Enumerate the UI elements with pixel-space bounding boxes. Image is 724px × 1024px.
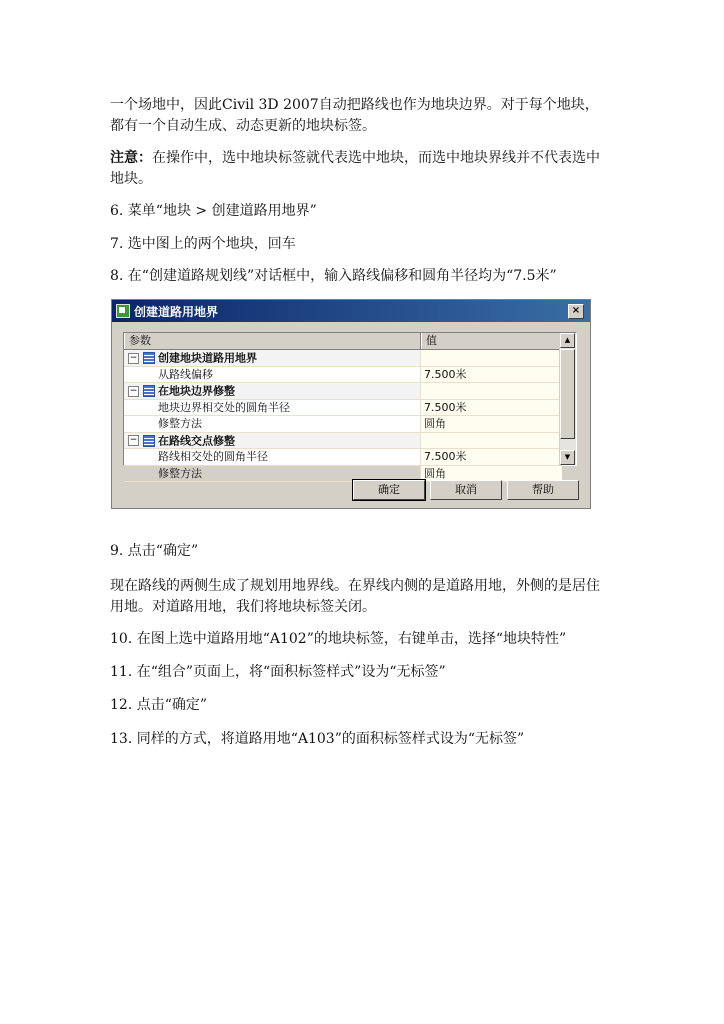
grid-body	[124, 350, 562, 482]
category-label: 在地块边界修整	[158, 384, 235, 398]
step-11: 11. 在“组合”页面上，将“面积标签样式”设为“无标签”	[110, 664, 446, 680]
category-label: 在路线交点修整	[158, 434, 235, 447]
close-button[interactable]: ×	[568, 304, 584, 319]
column-header-parameter[interactable]: 参数	[124, 333, 421, 349]
column-header-value[interactable]: 值	[421, 333, 562, 349]
property-label: 从路线偏移	[124, 367, 421, 383]
scroll-up-icon[interactable]: ▲	[560, 333, 575, 348]
vertical-scrollbar[interactable]	[559, 333, 576, 465]
dialog-titlebar[interactable]	[112, 300, 590, 322]
step-9: 9. 点击“确定”	[110, 543, 199, 559]
category-icon	[143, 435, 155, 447]
property-row[interactable]	[124, 449, 562, 466]
property-label: 地块边界相交处的圆角半径	[124, 400, 421, 416]
category-label: 创建地块道路用地界	[158, 351, 257, 365]
ok-button[interactable]: 确定	[353, 480, 425, 500]
property-row[interactable]	[124, 367, 562, 384]
note-label: 注意：	[110, 150, 152, 166]
property-label: 修整方法	[124, 466, 421, 482]
collapse-icon[interactable]: −	[129, 352, 138, 363]
property-value[interactable]: 圆角	[421, 416, 562, 432]
step-10: 10. 在图上选中道路用地“A102”的地块标签，右键单击，选择“地块特性”	[110, 631, 567, 647]
note-text: 在操作中，选中地块标签就代表选中地块，而选中地块界线并不代表选中地块。	[110, 150, 600, 187]
property-grid	[123, 332, 577, 480]
category-icon	[143, 352, 155, 364]
app-icon	[116, 304, 130, 318]
step-13: 13. 同样的方式，将道路用地“A103”的面积标签样式设为“无标签”	[110, 731, 525, 747]
scroll-down-icon[interactable]: ▼	[560, 450, 575, 465]
category-row[interactable]	[124, 433, 562, 450]
scroll-thumb[interactable]	[560, 349, 575, 439]
property-row[interactable]	[124, 416, 562, 433]
property-row[interactable]	[124, 400, 562, 417]
result-paragraph: 现在路线的两侧生成了规划用地界线。在界线内侧的是道路用地，外侧的是居住用地。对道路用地，我们将地块标签关闭。	[110, 578, 600, 615]
property-label: 路线相交处的圆角半径	[124, 449, 421, 465]
step-12: 12. 点击“确定”	[110, 697, 208, 713]
step-7: 7. 选中图上的两个地块，回车	[110, 236, 296, 252]
category-icon	[143, 385, 155, 397]
category-row[interactable]	[124, 383, 562, 400]
collapse-icon[interactable]: −	[129, 385, 138, 396]
property-value[interactable]: 7.500米	[421, 449, 562, 465]
intro-paragraph: 一个场地中，因此Civil 3D 2007自动把路线也作为地块边界。对于每个地块，都有一个自动生成、动态更新的地块标签。	[110, 97, 599, 134]
category-row[interactable]	[124, 350, 562, 367]
step-6: 6. 菜单“地块 > 创建道路用地界”	[110, 203, 317, 219]
property-value[interactable]: 7.500米	[421, 367, 562, 383]
category-value	[421, 350, 562, 366]
property-label: 修整方法	[124, 416, 421, 432]
category-value	[421, 433, 562, 449]
category-value	[421, 383, 562, 399]
step-8: 8. 在“创建道路规划线”对话框中，输入路线偏移和圆角半径均为“7.5米”	[110, 268, 557, 284]
grid-header	[124, 333, 576, 350]
create-row-dialog	[111, 299, 591, 509]
collapse-icon[interactable]: −	[129, 435, 138, 445]
note-paragraph	[110, 148, 610, 190]
cancel-button[interactable]: 取消	[430, 480, 502, 500]
property-value[interactable]: 圆角	[421, 466, 562, 482]
dialog-title: 创建道路用地界	[134, 304, 219, 319]
property-value[interactable]: 7.500米	[421, 400, 562, 416]
help-button[interactable]: 帮助	[507, 480, 579, 500]
